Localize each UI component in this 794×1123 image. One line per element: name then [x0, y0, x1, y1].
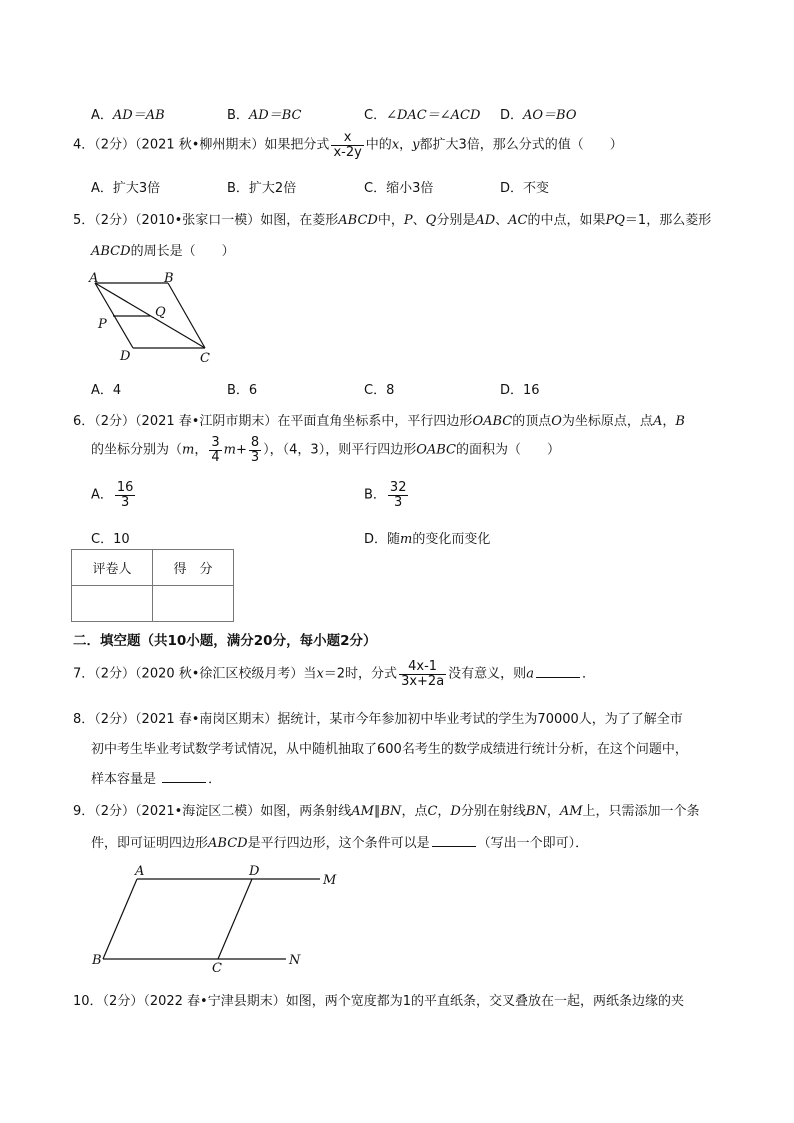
grader-reviewer-cell[interactable]: [72, 586, 153, 622]
q5-option-c: C．8: [364, 383, 395, 398]
label-n: N: [289, 953, 301, 968]
label-m: M: [323, 873, 337, 888]
q5-stem-line2: ABCD的周长是（ ）: [91, 244, 235, 259]
q6-fraction-3-4: $\frac{3}{4}$: [211, 435, 220, 465]
q9-answer-blank[interactable]: [432, 834, 476, 847]
label-d: D: [249, 864, 260, 879]
q6-fraction-8-3: $\frac{8}{3}$: [250, 435, 260, 465]
q8-stem-line3: 样本容量是 ．: [91, 772, 222, 787]
label-b: B: [164, 271, 174, 286]
q3-option-a: A．AD＝AB: [91, 108, 165, 123]
q6-option-d: D．随m的变化而变化: [364, 532, 491, 547]
label-q: Q: [155, 305, 166, 320]
q9-stem-line2: 件，即可证明四边形ABCD是平行四边形，这个条件可以是 （写出一个即可）．: [91, 836, 589, 851]
q4-option-a: A．扩大3倍: [91, 181, 161, 196]
grader-score-cell[interactable]: [153, 586, 234, 622]
q6-option-b: B． $\frac{32}{3}$: [364, 480, 407, 510]
label-p: P: [98, 317, 107, 332]
q4-fraction: $\frac{x}{x-2y}$: [333, 130, 362, 160]
q5-stem-line1: 5．（2分）（2010•张家口一模）如图，在菱形ABCD中，P、Q分别是AD、AC的中点，如果PQ＝1，那么菱形: [73, 213, 712, 228]
q4-stem: 4．（2分）（2021 秋•柳州期末）如果把分式 $\frac{x}{x-2y}$ 中的x，y都扩大3倍，那么分式的值（ ）: [73, 130, 623, 160]
side-ab: [103, 879, 137, 959]
q6-option-a: A． $\frac{16}{3}$: [91, 480, 134, 510]
q7-stem: 7．（2分）（2020 秋•徐汇区校级月考）当x＝2时，分式 $\frac{4x-1}{3x+2a}$ 没有意义，则a ．: [73, 659, 595, 689]
grader-table: [71, 549, 234, 622]
q3-option-b: B．AD＝BC: [227, 108, 302, 123]
rhombus-figure: [80, 268, 230, 364]
label-c: C: [212, 961, 222, 975]
q6-stem-line2: 的坐标分别为（m， $\frac{3}{4}$ m+ $\frac{8}{3}$ ），（4，3），则平行四边形OABC的面积为（ ）: [91, 435, 561, 465]
side-bc: [168, 283, 205, 348]
q8-stem-line2: 初中考生毕业考试数学考试情况，从中随机抽取了600名考生的数学成绩进行统计分析，在这个问题中，: [91, 742, 688, 757]
q6-stem-line1: 6．（2分）（2021 春•江阴市期末）在平面直角坐标系中，平行四边形OABC的顶点O为坐标原点，点A，B: [73, 414, 685, 429]
q7-fraction: $\frac{4x-1}{3x+2a}$: [401, 659, 445, 689]
parallelogram-rays-figure: [88, 860, 358, 975]
q8-stem-line1: 8．（2分）（2021 春•南岗区期末）据统计，某市今年参加初中毕业考试的学生为70000人，为了了解全市: [73, 712, 683, 727]
q4-option-c: C．缩小3倍: [364, 181, 434, 196]
q7-answer-blank[interactable]: [536, 665, 580, 678]
label-b: B: [92, 953, 102, 968]
label-c: C: [200, 351, 210, 364]
q5-option-a: A．4: [91, 383, 122, 398]
section-title-fill-in: 二．填空题（共10小题，满分20分，每小题2分）: [73, 633, 377, 649]
label-d: D: [120, 349, 131, 364]
side-dc: [218, 879, 252, 959]
q4-option-d: D．不变: [500, 181, 550, 196]
q3-option-d: D．AO＝BO: [500, 108, 577, 123]
q4-option-b: B．扩大2倍: [227, 181, 297, 196]
q10-stem-line1: 10．（2分）（2022 春•宁津县期末）如图，两个宽度都为1的平直纸条，交叉叠放在一起，两纸条边缘的夹: [73, 994, 684, 1009]
q3-option-c: C．∠DAC＝∠ACD: [364, 108, 481, 123]
label-a: A: [89, 271, 99, 286]
q8-answer-blank[interactable]: [162, 770, 206, 783]
q9-stem-line1: 9．（2分）（2021•海淀区二模）如图，两条射线AM∥BN，点C，D分别在射线BN，AM上，只需添加一个条: [73, 804, 700, 819]
q6-option-b-fraction: $\frac{32}{3}$: [389, 480, 407, 510]
q6-option-a-fraction: $\frac{16}{3}$: [116, 480, 134, 510]
q6-option-c: C．10: [91, 532, 130, 547]
q5-option-b: B．6: [227, 383, 258, 398]
q5-option-d: D．16: [500, 383, 540, 398]
grader-header-score: 得 分: [153, 550, 234, 586]
label-a: A: [135, 864, 145, 879]
grader-header-reviewer: 评卷人: [72, 550, 153, 586]
